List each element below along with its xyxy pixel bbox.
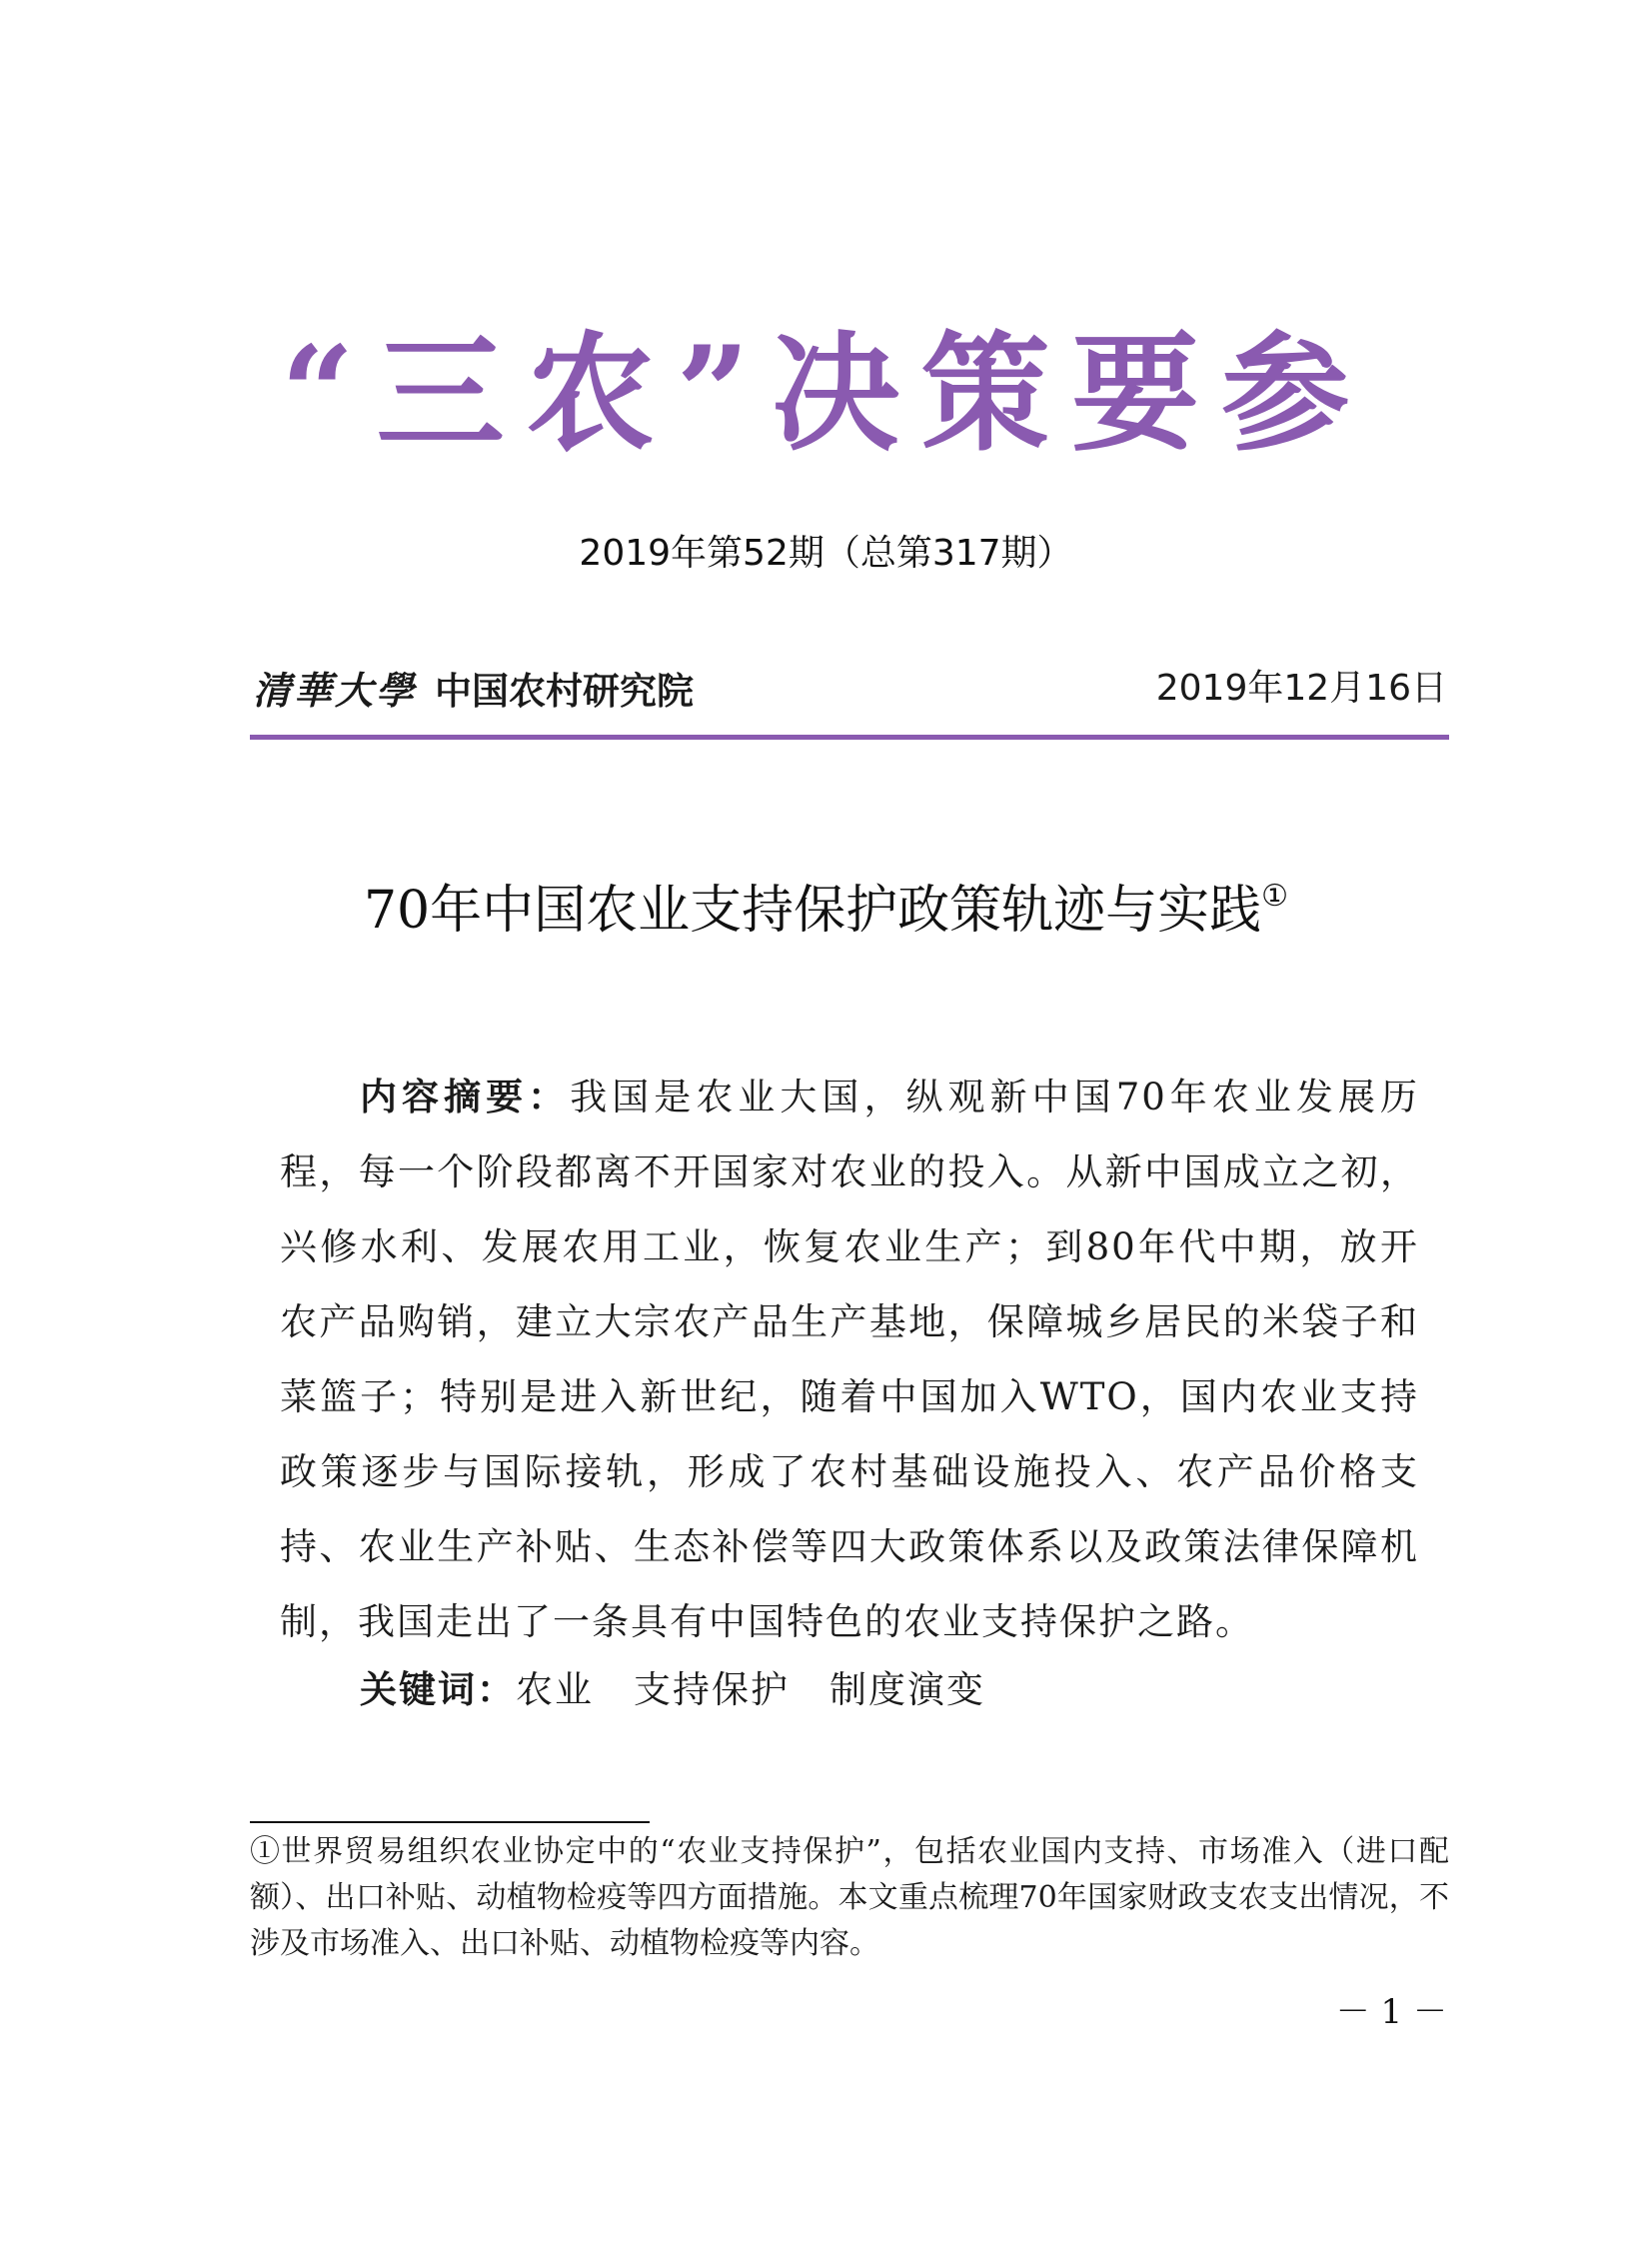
article-title-text: 70年中国农业支持保护政策轨迹与实践 [363, 881, 1262, 941]
keyword: 制度演变 [829, 1668, 985, 1711]
masthead-title: “三农”决策要参 [280, 319, 1372, 469]
issue-number: 2019年第52期（总第317期） [579, 533, 1073, 574]
footnote-marker: ① [1261, 879, 1289, 914]
abstract-label: 内容摘要： [360, 1076, 571, 1119]
page-number: － 1 － [1335, 1992, 1447, 2032]
publisher-row [253, 660, 1447, 720]
header-divider [250, 735, 1449, 740]
article-title [0, 868, 1652, 943]
abstract-paragraph [280, 1060, 1419, 1659]
keywords-label: 关键词： [360, 1668, 516, 1711]
institute-name: 中国农村研究院 [435, 670, 695, 713]
keyword: 农业 [516, 1668, 594, 1711]
keywords-line [360, 1659, 1025, 1713]
footnote-divider [250, 1821, 650, 1823]
abstract-text: 我国是农业大国，纵观新中国70年农业发展历程，每一个阶段都离不开国家对农业的投入。从新中国成立之初，兴修水利、发展农用工业，恢复农业生产；到80年代中期，放开农产品购销，建立大宗农产品生产基地，保障城乡居民的米袋子和菜篮子；特别是进入新世纪，随着中国加入WTO，国内农业支持政策逐步与国际接轨，形成了农村基础设施投入、农产品价格支持、农业生产补贴、生态补偿等四大政策体系以及政策法律保障机制，我国走出了一条具有中国特色的农业支持保护之路。 [280, 1076, 1420, 1643]
keyword: 支持保护 [634, 1668, 790, 1711]
footnote: ①世界贸易组织农业协定中的“农业支持保护”，包括农业国内支持、市场准入（进口配额）、出口补贴、动植物检疫等四方面措施。本文重点梳理70年国家财政支农支出情况，不涉及市场准入、出口补贴、动植物检疫等内容。 [250, 1834, 1449, 1961]
publication-date: 2019年12月16日 [1155, 668, 1447, 709]
university-logo: 清華大學 [253, 668, 418, 713]
publisher [253, 660, 694, 715]
